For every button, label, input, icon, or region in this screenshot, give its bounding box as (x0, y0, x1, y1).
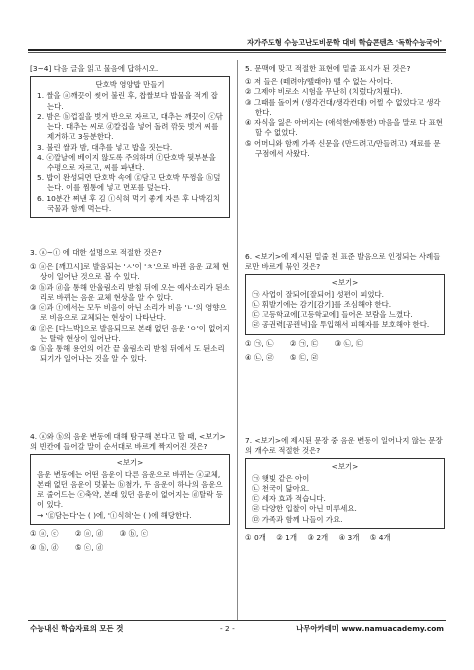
box-line: ㉡ 천국이 닮아요. (252, 483, 310, 493)
question-4-choices (30, 529, 230, 553)
question-4 (30, 432, 230, 553)
passage-title: 단호박 영양밥 만들기 (95, 80, 165, 90)
choice-4[interactable]: ④ ⓑ, ⓓ (30, 542, 59, 552)
choice-3[interactable]: ③ 2개 (307, 532, 329, 542)
footer-slogan: 수능내신 학습자료의 모든 것 (30, 624, 124, 633)
choice-5[interactable]: ⑤ ⓒ, ⓓ (74, 542, 104, 552)
answer-option[interactable]: ④ 자식을 잃은 아버지는 (애석한/애통한) 마음을 말로 다 표현할 수 없었다. (245, 118, 443, 138)
choice-4[interactable]: ④ ㉡, ㉣ (245, 352, 274, 362)
choice-1[interactable]: ① ⓐ, ⓒ (30, 528, 59, 538)
question-3-title: 3. ⓐ~ⓘ 에 대한 설명으로 적절한 것은? (30, 248, 162, 257)
answer-option[interactable]: ① 저 들은 (떼려야/뗄래야) 뗄 수 없는 사이다. (245, 77, 393, 87)
page-number: - 2 - (220, 624, 235, 633)
answer-option[interactable]: ② 그제야 비로소 시험을 무난히 (치렀다/치뤘다). (245, 87, 403, 97)
box-line: ㉤ 가족과 함께 나들이 가요. (252, 514, 343, 524)
question-7-box-title: <보기> (331, 462, 359, 472)
choice-1[interactable]: ① ㉠, ㉡ (245, 338, 274, 348)
answer-option[interactable]: ① ⓐ은 [깨끄시]로 발음되는 'ㅅ'이 'ㅊ'으로 바뀐 음운 교체 현상이 일어난 것으로 볼 수 있다. (30, 262, 229, 282)
question-6 (245, 252, 445, 363)
passage-step: 6. 10분간 쪄낸 후 김 ⓘ식혀 먹기 좋게 자른 후 나박김치 국물과 함께 먹는다. (37, 193, 220, 213)
answer-option[interactable]: ③ 그때를 돌이켜 (생각건대/생각컨대) 어쩔 수 없었다고 생각한다. (245, 97, 441, 117)
answer-option[interactable]: ⑤ 어머니와 함께 가족 신문을 (만드려고/만들려고) 재료를 문구점에서 사왔다. (245, 138, 441, 158)
choice-2[interactable]: ② ㉠, ㉢ (289, 338, 319, 348)
choice-3[interactable]: ③ ⓑ, ⓒ (119, 528, 149, 538)
answer-option[interactable]: ⑤ ⓗ을 통해 용언의 어간 끝 울림소리 받침 뒤에서 도 된소리되기가 일어나는 것을 알 수 있다. (30, 343, 225, 364)
question-7 (245, 436, 445, 543)
passage-step: 2. 밤은 ⓑ껍질을 벗겨 반으로 자르고, 대추는 깨끗이 ⓒ닦는다. 대추는 씨로 ⓓ칼집을 넣어 돌려 깎듯 벗겨 씨를 제거하고 3등분한다. (37, 111, 223, 142)
answer-option[interactable]: ④ ⓖ은 [다느박]으로 발음되므로 본래 없던 음운 'ㅇ'이 없어지는 탈락 현상이 일어난다. (30, 323, 230, 343)
box-line: ㉠ 햇빛 같은 아이 (252, 473, 310, 483)
answer-option[interactable]: ③ ⓔ과 ⓕ에서는 모두 비음이 아닌 소리가 비음 'ㄴ'의 영향으로 비음으로 교체되는 현상이 나타난다. (30, 303, 227, 323)
passage-box (30, 76, 230, 218)
choice-5[interactable]: ⑤ 4개 (369, 532, 391, 542)
passage-step: 1. 쌀을 ⓐ깨끗이 씻어 불린 후, 찹쌀보다 밥물을 적게 잡는다. (37, 91, 218, 111)
question-5-title: 5. 문맥에 맞고 적절한 표현에 밑줄 표시가 된 것은? (245, 64, 411, 73)
footer-rule (28, 620, 446, 621)
passage-step: 5. 밥이 완성되면 단호박 속에 ⓖ담고 단호박 뚜껑을 ⓗ덮는다. 이를 찜통에 넣고 면포를 덮는다. (37, 173, 221, 193)
box-line: ㉡ 휘발기에는 감기[감기]를 조심해야 한다. (252, 299, 392, 309)
question-4-box-title: <보기> (116, 458, 144, 468)
question-6-box (245, 274, 445, 334)
box-line: → 'ⓖ담는다'는 ( )에, 'ⓘ식혀'는 ( )에 해당한다. (37, 510, 192, 520)
box-line: ㉠ 사업이 잘되어[잘되어] 성편이 피었다. (252, 289, 384, 299)
question-6-title: 6. <보기>에 제시된 밑줄 친 표준 발음으로 인정되는 사례들로만 바르게 묶인 것은? (245, 252, 441, 272)
box-line: ㉣ 공권력[공꿘녁]을 투입해서 피해자를 보호해야 한다. (252, 320, 430, 330)
question-7-choices (245, 533, 445, 543)
question-7-box (245, 458, 445, 528)
box-line: ㉢ 세자 효과 적습니다. (252, 494, 326, 504)
question-4-box (30, 454, 230, 524)
box-line: ㉢ 고등학교에[고등학교에] 들어온 보람을 느꼈다. (252, 310, 413, 320)
question-5 (245, 64, 445, 159)
footer-brand: 나무아카데미 www.namuacademy.com (296, 624, 444, 633)
left-column (30, 64, 230, 222)
column-divider (237, 60, 238, 620)
choice-3[interactable]: ③ ㉡, ㉢ (334, 338, 364, 348)
question-5-options (245, 77, 445, 159)
question-4-title: 4. ⓐ와 ⓑ의 음운 변동에 대해 탐구해 본다고 할 때, <보기>의 빈칸에 들어갈 말이 순서대로 바르게 짝지어진 것은? (30, 432, 226, 452)
question-3-options (30, 260, 230, 366)
choice-2[interactable]: ② 1개 (276, 532, 298, 542)
choice-4[interactable]: ④ 3개 (338, 532, 360, 542)
box-line: 음운 변동에는 어떤 음운이 다른 음운으로 바뀌는 ⓐ교체, 본래 없던 음운이 덧붙는 ⓑ첨가, 두 음운이 하나의 음운으로 줄어드는 ⓒ축약, 본래 있던 음운이 없어지는 ⓓ탈락 등이 있다. (37, 469, 223, 510)
passage-step: 3. 불린 쌀과 밤, 대추를 넣고 밥을 짓는다. (37, 142, 173, 152)
question-6-box-title: <보기> (331, 278, 359, 288)
question-6-choices (245, 339, 445, 349)
choice-5[interactable]: ⑤ ㉢, ㉣ (289, 352, 319, 362)
box-line: ㉣ 다양한 입찰이 아닌 미루세요. (252, 504, 357, 514)
choice-1[interactable]: ① 0개 (245, 532, 266, 542)
passage-step: 4. ⓔ깔날에 베이지 않도록 주의하며 ⓕ단호박 뒷부분을 수평으로 자르고, 씨를 파낸다. (37, 152, 216, 172)
question-7-title: 7. <보기>에 제시된 문장 중 음운 변동이 일어나지 않는 문장의 개수로 적절한 것은? (245, 436, 443, 456)
question-3 (30, 248, 230, 370)
answer-option[interactable]: ② ⓑ과 ⓓ을 통해 안울림소리 받침 뒤에 오는 예사소리가 된소리로 바뀌는 음운 교체 현상을 알 수 있다. (30, 282, 230, 302)
choice-2[interactable]: ② ⓐ, ⓓ (74, 528, 104, 538)
question-3-4-title: [3~4] 다음 글을 읽고 물음에 답하시오. (30, 64, 159, 73)
document-header: 자가주도형 수능고난도비문학 대비 학습콘텐츠 '독학수능국어' (247, 38, 442, 47)
header-rule-thin (28, 52, 446, 53)
header-rule (28, 49, 446, 51)
question-6-choices-2 (245, 353, 445, 363)
